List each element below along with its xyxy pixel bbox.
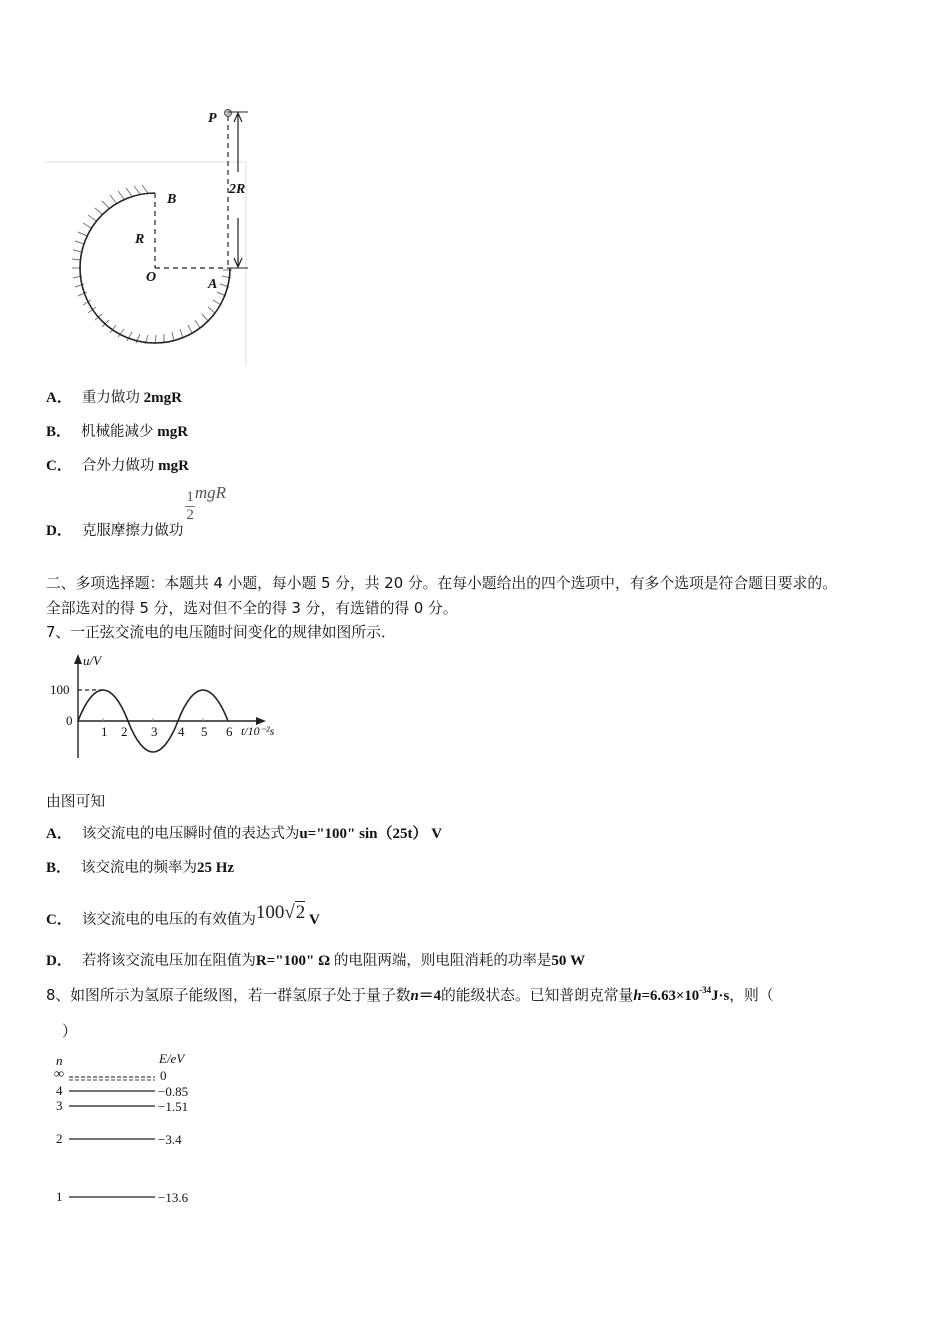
level-1-e: −13.6: [158, 1190, 189, 1205]
q6-option-c[interactable]: C． 合外力做功 mgR: [46, 458, 189, 474]
q7-option-c[interactable]: C． 该交流电的电压的有效值为100√2 V: [46, 902, 320, 928]
y-axis-label: u/V: [83, 653, 102, 668]
level-inf-n: ∞: [54, 1067, 64, 1082]
label-b: B: [167, 192, 177, 207]
sine-wave-svg: [40, 650, 290, 760]
x-tick-2: 2: [121, 724, 128, 739]
q7-after-figure: 由图可知: [46, 793, 106, 810]
y-tick-100: 100: [50, 682, 70, 697]
y-tick-0: 0: [66, 713, 73, 728]
n-column-label: n: [56, 1053, 63, 1068]
x-tick-1: 1: [101, 724, 108, 739]
section2-instructions-line1: 二、多项选择题：本题共 4 小题，每小题 5 分，共 20 分。在每小题给出的四个选项中，有多个选项是符合题目要求的。: [46, 575, 837, 592]
q6-option-b[interactable]: B． 机械能减少 mgR: [46, 424, 189, 440]
x-tick-3: 3: [151, 724, 158, 739]
voltage-time-chart: [40, 650, 290, 760]
track-diagram-svg: [40, 100, 260, 370]
level-4-n: 4: [56, 1083, 63, 1098]
label-o: O: [146, 270, 157, 285]
x-tick-6: 6: [226, 724, 233, 739]
level-2-e: −3.4: [158, 1132, 182, 1147]
q7-option-b[interactable]: B． 该交流电的频率为25 Hz: [46, 860, 235, 876]
label-2r: 2R: [229, 182, 246, 197]
level-1-n: 1: [56, 1189, 63, 1204]
energy-levels-svg: [45, 1045, 215, 1215]
x-axis-label: t/10⁻²s: [241, 724, 275, 738]
q7-option-a[interactable]: A． 该交流电的电压瞬时值的表达式为u="100" sin（25t） V: [46, 826, 443, 842]
fraction-one-half: $\frac{1}{2}$: [186, 489, 194, 524]
q6-option-d[interactable]: D． 克服摩擦力做功 $\frac{1}{2}$ mgR: [46, 483, 227, 539]
level-3-n: 3: [56, 1098, 63, 1113]
x-tick-4: 4: [178, 724, 185, 739]
level-inf-e: 0: [160, 1068, 167, 1083]
q7-stem: 7、一正弦交流电的电压随时间变化的规律如图所示．: [46, 624, 396, 641]
label-p: P: [208, 111, 217, 126]
q6-option-a[interactable]: A． 重力做功 2mgR: [46, 390, 182, 406]
label-a: A: [208, 277, 218, 292]
y-axis-arrow-icon: [74, 654, 82, 664]
q7-option-d[interactable]: D． 若将该交流电压加在阻值为R="100" Ω 的电阻两端，则电阻消耗的功率是50 W: [46, 953, 586, 969]
level-4-e: −0.85: [158, 1084, 189, 1099]
hundred-root-two: 100√2: [255, 902, 306, 923]
hydrogen-energy-level-diagram: [45, 1045, 215, 1215]
circular-track-figure: [40, 100, 260, 370]
q8-close-paren: ）: [62, 1022, 78, 1040]
level-3-e: −1.51: [158, 1099, 189, 1114]
energy-column-label: E/eV: [159, 1051, 185, 1066]
level-2-n: 2: [56, 1131, 63, 1146]
section2-instructions-line2: 全部选对的得 5 分，选对但不全的得 3 分，有选错的得 0 分。: [46, 600, 458, 617]
x-tick-5: 5: [201, 724, 208, 739]
label-r: R: [135, 232, 145, 247]
q8-stem: 8、如图所示为氢原子能级图，若一群氢原子处于量子数n＝4的能级状态。已知普朗克常量$h=6.63\times 10^{-34}J\cdot s$，则（: [46, 985, 774, 1004]
